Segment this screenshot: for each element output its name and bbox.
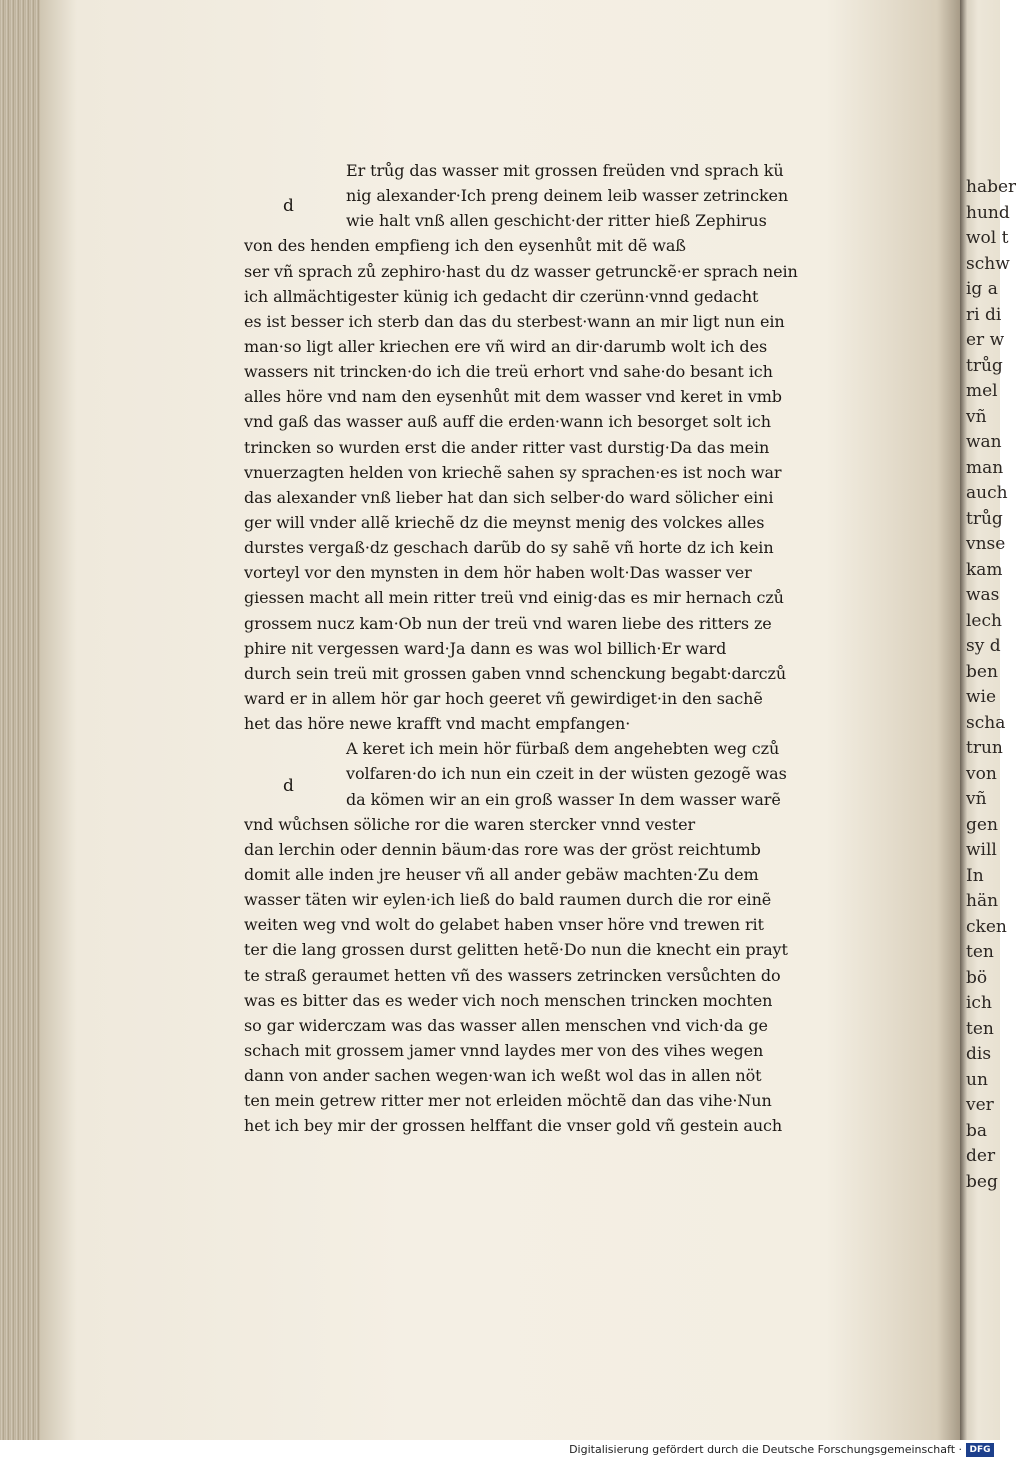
text-line: alles höre vnd nam den eysenhůt mit dem wasser vnd keret in vmb — [244, 387, 782, 407]
text-line: wassers nit trincken·do ich die treü erhort vnd sahe·do besant ich — [244, 362, 773, 382]
text-line: Er trůg das wasser mit grossen freüden vnd sprach kü — [346, 161, 784, 180]
page-text — [244, 158, 884, 1138]
text-line: durch sein treü mit grossen gaben vnnd schenckung begabt·darczů — [244, 663, 787, 683]
text-line: schach mit grossem jamer vnnd laydes mer von des vihes wegen — [244, 1040, 764, 1060]
text-line: vorteyl vor den mynsten in dem hör haben wolt·Das wasser ver — [244, 563, 752, 583]
facing-page-fragment: wol t — [966, 228, 1009, 248]
facing-page-fragment: man — [966, 457, 1004, 478]
facing-page-fragment: cken — [966, 916, 1007, 937]
facing-page-fragment: vñ — [966, 789, 987, 809]
text-line: wie halt vnß allen geschicht·der ritter hieß Zephirus — [346, 211, 767, 231]
facing-page-edge — [960, 0, 1016, 1440]
text-line: te straß geraumet hetten vñ des wassers zetrincken versůchten do — [244, 965, 781, 985]
text-line: dann von ander sachen wegen·wan ich weßt wol das in allen nöt — [244, 1066, 762, 1086]
facing-page-fragment: der — [966, 1146, 996, 1166]
text-line: nig alexander·Ich preng deinem leib wasser zetrincken — [346, 186, 789, 206]
text-line: was es bitter das es weder vich noch menschen trincken mochten — [244, 990, 773, 1010]
facing-page-fragment: wie — [966, 687, 997, 707]
footer-bar — [0, 1440, 1000, 1461]
text-line: es ist besser ich sterb dan das du sterbest·wann an mir ligt nun ein — [244, 311, 785, 331]
facing-page-fragment: vñ — [966, 406, 987, 427]
facing-page-fragment: mel — [966, 381, 998, 401]
text-line: ser vñ sprach zů zephiro·hast du dz wasser getrunckẽ·er sprach nein — [244, 261, 798, 281]
text-line: so gar widerczam was das wasser allen menschen vnd vich·da ge — [244, 1015, 768, 1035]
facing-page-fragment: dis — [966, 1044, 992, 1064]
facing-page-fragment: vnse — [966, 534, 1006, 554]
facing-page-fragment: auch — [966, 483, 1008, 503]
facing-page-fragment: In — [966, 865, 984, 886]
text-line: A keret ich mein hör fürbaß dem angehebten weg czů — [346, 739, 780, 759]
text-line: dan lerchin oder dennin bäum·das rore was der gröst reichtumb — [244, 839, 761, 859]
text-line: het das höre newe krafft vnd macht empfangen· — [244, 714, 631, 734]
facing-page-fragment: von — [966, 763, 997, 784]
facing-page-fragment: trůg — [966, 508, 1003, 529]
text-line: vnd gaß das wasser auß auff die erden·wann ich besorget solt ich — [244, 412, 771, 432]
facing-page-fragment: hän — [966, 891, 999, 911]
facing-page-fragment: ver — [966, 1095, 994, 1115]
text-line: vnd wůchsen söliche ror die waren stercker vnnd vester — [244, 814, 696, 834]
margin-mark-2: d — [283, 776, 294, 796]
facing-page-fragment: un — [966, 1069, 988, 1090]
facing-page-fragment: schw — [966, 253, 1010, 274]
facing-page-fragment: ten — [966, 1018, 994, 1039]
paragraph-2 — [244, 736, 884, 1138]
text-line: weiten weg vnd wolt do gelabet haben vnser höre vnd trewen rit — [244, 915, 764, 935]
facing-page-fragment: ich — [966, 993, 992, 1013]
text-line: ward er in allem hör gar hoch geeret vñ gewirdiget·in den sachẽ — [244, 688, 763, 708]
text-line: phire nit vergessen ward·Ja dann es was wol billich·Er ward — [244, 638, 727, 658]
facing-page-fragment: kam — [966, 559, 1003, 580]
facing-page-fragment: trun — [966, 738, 1003, 758]
text-line: durstes vergaß·dz geschach darũb do sy sahẽ vñ horte dz ich kein — [244, 538, 774, 558]
text-line: da kömen wir an ein groß wasser In dem wasser warẽ — [346, 789, 781, 809]
facing-page-fragment: will — [966, 840, 997, 860]
text-line: ich allmächtigester künig ich gedacht dir czerünn·vnnd gedacht — [244, 286, 759, 306]
text-line: giessen macht all mein ritter treü vnd einig·das es mir hernach czů — [244, 588, 784, 608]
text-line: ten mein getrew ritter mer not erleiden möchtẽ dan das vihe·Nun — [244, 1091, 772, 1111]
facing-page-fragment: lech — [966, 610, 1002, 631]
text-line: man·so ligt aller kriechen ere vñ wird an dir·darumb wolt ich des — [244, 336, 768, 356]
facing-page-fragment: scha — [966, 712, 1006, 733]
text-line: domit alle inden jre heuser vñ all ander gebäw machten·Zu dem — [244, 864, 759, 884]
text-line: trincken so wurden erst die ander ritter vast durstig·Da das mein — [244, 437, 770, 457]
text-line: von des henden empfieng ich den eysenhůt mit dẽ waß — [244, 236, 686, 256]
facing-page-fragment: haber — [966, 177, 1016, 197]
text-line: wasser täten wir eylen·ich ließ do bald raumen durch die ror einẽ — [244, 890, 772, 910]
facing-page-fragment: hund — [966, 202, 1010, 223]
facing-page-fragment: er w — [966, 330, 1005, 350]
facing-page-fragment: ba — [966, 1120, 988, 1141]
footer-credit: Digitalisierung gefördert durch die Deutsche Forschungsgemeinschaft · — [569, 1443, 962, 1456]
facing-page-fragment: gen — [966, 814, 998, 835]
text-line: het ich bey mir der grossen helffant die vnser gold vñ gestein auch — [244, 1116, 783, 1136]
facing-page-fragment: was — [966, 585, 1000, 605]
facing-page-fragment: ig a — [966, 279, 998, 299]
margin-mark-1: d — [283, 196, 294, 216]
facing-page-fragment: ri di — [966, 304, 1002, 325]
dfg-logo: DFG — [966, 1443, 994, 1457]
facing-page-fragment: ten — [966, 942, 994, 962]
facing-page-fragment: ben — [966, 661, 998, 682]
paragraph-1 — [244, 158, 884, 736]
facing-page-fragment: beg — [966, 1171, 998, 1192]
facing-page-fragment: trůg — [966, 355, 1003, 376]
facing-page-fragment: sy d — [966, 636, 1001, 656]
text-line: vnuerzagten helden von kriechẽ sahen sy sprachen·es ist noch war — [244, 462, 782, 482]
text-line: ger will vnder allẽ kriechẽ dz die meynst menig des volckes alles — [244, 512, 765, 532]
text-line: volfaren·do ich nun ein czeit in der wüsten gezogẽ was — [346, 764, 787, 784]
facing-page-fragment: wan — [966, 432, 1002, 452]
text-line: grossem nucz kam·Ob nun der treü vnd waren liebe des ritters ze — [244, 613, 772, 633]
text-line: ter die lang grossen durst gelitten hetẽ·Do nun die knecht ein prayt — [244, 940, 788, 960]
text-line: das alexander vnß lieber hat dan sich selber·do ward sölicher eini — [244, 487, 774, 507]
facing-page-fragment: bö — [966, 967, 988, 988]
